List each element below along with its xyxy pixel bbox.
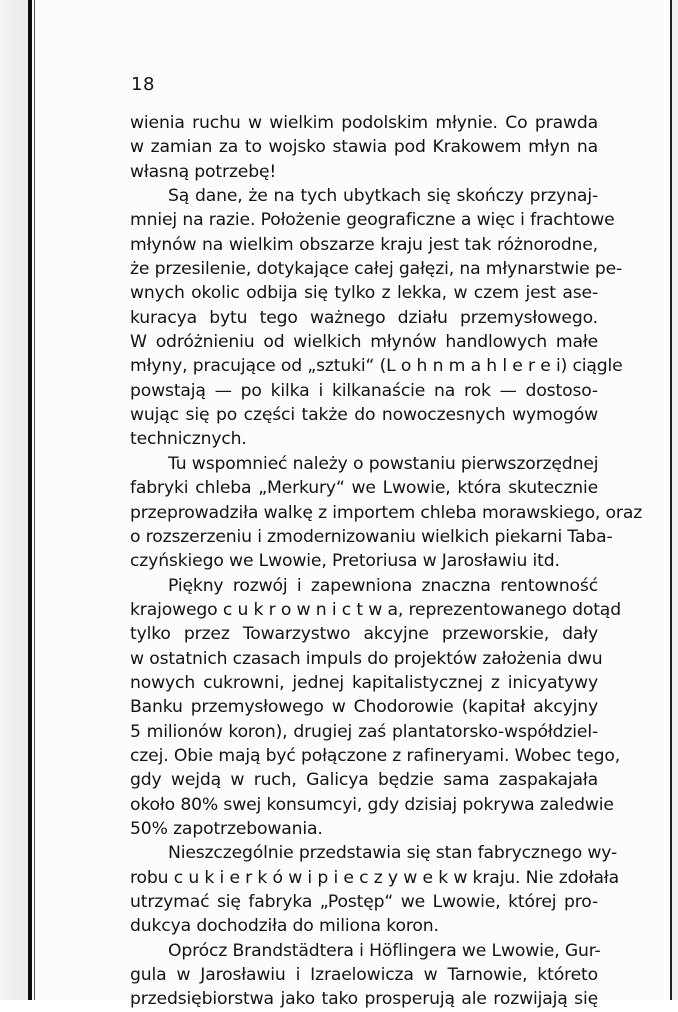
text-line: 50% zapotrzebowania. xyxy=(130,818,323,839)
binding-edge-line xyxy=(34,0,35,1000)
text-line: Oprócz Brandstädtera i Höflingera we Lwowie, Gur- xyxy=(168,940,601,961)
text-line: wując się po części także do nowoczesnych wymogów xyxy=(130,405,598,426)
page-number: 18 xyxy=(131,74,155,95)
text-line: kuracya bytu tego ważnego działu przemysłowego. xyxy=(130,307,598,328)
text-line: czyńskiego we Lwowie, Pretoriusa w Jarosławiu itd. xyxy=(130,551,560,572)
text-line: fabryki chleba „Merkury“ we Lwowie, która skutecznie xyxy=(130,478,598,499)
body-text xyxy=(130,111,643,1012)
text-line: 5 milionów koron), drugiej zaś plantatorsko-współdziel- xyxy=(130,721,598,742)
text-line: własną potrzebę! xyxy=(130,161,277,182)
text-line: robu c u k i e r k ó w i p i e c z y w e k w kraju. Nie zdołała xyxy=(130,867,619,888)
text-line: Piękny rozwój i zapewniona znaczna rentowność xyxy=(168,575,598,596)
text-line: gula w Jarosławiu i Izraelowicza w Tarnowie, któreto xyxy=(130,965,598,986)
page-edge-shadow xyxy=(672,0,678,1000)
text-line: przeprowadziła walkę z importem chleba morawskiego, oraz xyxy=(130,502,643,523)
text-line: tylko przez Towarzystwo akcyjne przeworskie, dały xyxy=(130,624,598,645)
binding-shadow xyxy=(0,0,28,1000)
text-line: dukcya dochodziła do miliona koron. xyxy=(130,916,439,937)
text-line: Banku przemysłowego w Chodorowie (kapitał akcyjny xyxy=(130,697,598,718)
text-line: wienia ruchu w wielkim podolskim młynie. Co prawda xyxy=(130,113,598,133)
text-line: w ostatnich czasach impuls do projektów założenia dwu xyxy=(130,648,603,669)
text-line: nowych cukrowni, jednej kapitalistycznej z inicyatywy xyxy=(130,672,598,693)
text-line: utrzymać się fabryka „Postęp“ we Lwowie, której pro- xyxy=(130,892,598,912)
text-line: mniej na razie. Położenie geograficzne a więc i frachtowe xyxy=(130,210,615,231)
binding-edge xyxy=(28,0,32,1000)
text-line: krajowego c u k r o w n i c t w a, reprezentowanego dotąd xyxy=(130,599,621,620)
text-line: powstają — po kilka i kilkanaście na rok — dostoso- xyxy=(130,380,598,401)
text-line: o rozszerzeniu i zmodernizowaniu wielkich piekarni Taba- xyxy=(130,526,613,547)
text-line: przedsiębiorstwa jako tako prosperują ale rozwijają się xyxy=(130,989,598,1010)
text-line: technicznych. xyxy=(130,429,247,450)
text-line: W odróżnieniu od wielkich młynów handlowych małe xyxy=(130,332,598,353)
page-edge xyxy=(670,0,672,1000)
text-line: Tu wspomnieć należy o powstaniu pierwszorzędnej xyxy=(168,453,599,474)
text-line: Są dane, że na tych ubytkach się skończy przynaj- xyxy=(168,186,598,207)
text-line: że przesilenie, dotykające całej gałęzi, na młynarstwie pe- xyxy=(130,259,623,280)
text-line: Nieszczególnie przedstawia się stan fabrycznego wy- xyxy=(168,843,618,864)
text-line: czej. Obie mają być połączone z rafineryami. Wobec tego, xyxy=(130,745,621,766)
text-line: około 80% swej konsumcyi, gdy dzisiaj pokrywa zaledwie xyxy=(130,794,614,815)
text-line: młyny, pracujące od „sztuki“ (L o h n m a h l e r e i) ciągle xyxy=(130,356,623,377)
text-line: wnych okolic odbija się tylko z lekka, w czem jest ase- xyxy=(130,283,598,304)
text-line: w zamian za to wojsko stawia pod Krakowem młyn na xyxy=(130,137,598,158)
text-line: gdy wejdą w ruch, Galicya będzie sama zaspakajała xyxy=(130,770,598,791)
text-line: młynów na wielkim obszarze kraju jest tak różnorodne, xyxy=(130,234,598,255)
